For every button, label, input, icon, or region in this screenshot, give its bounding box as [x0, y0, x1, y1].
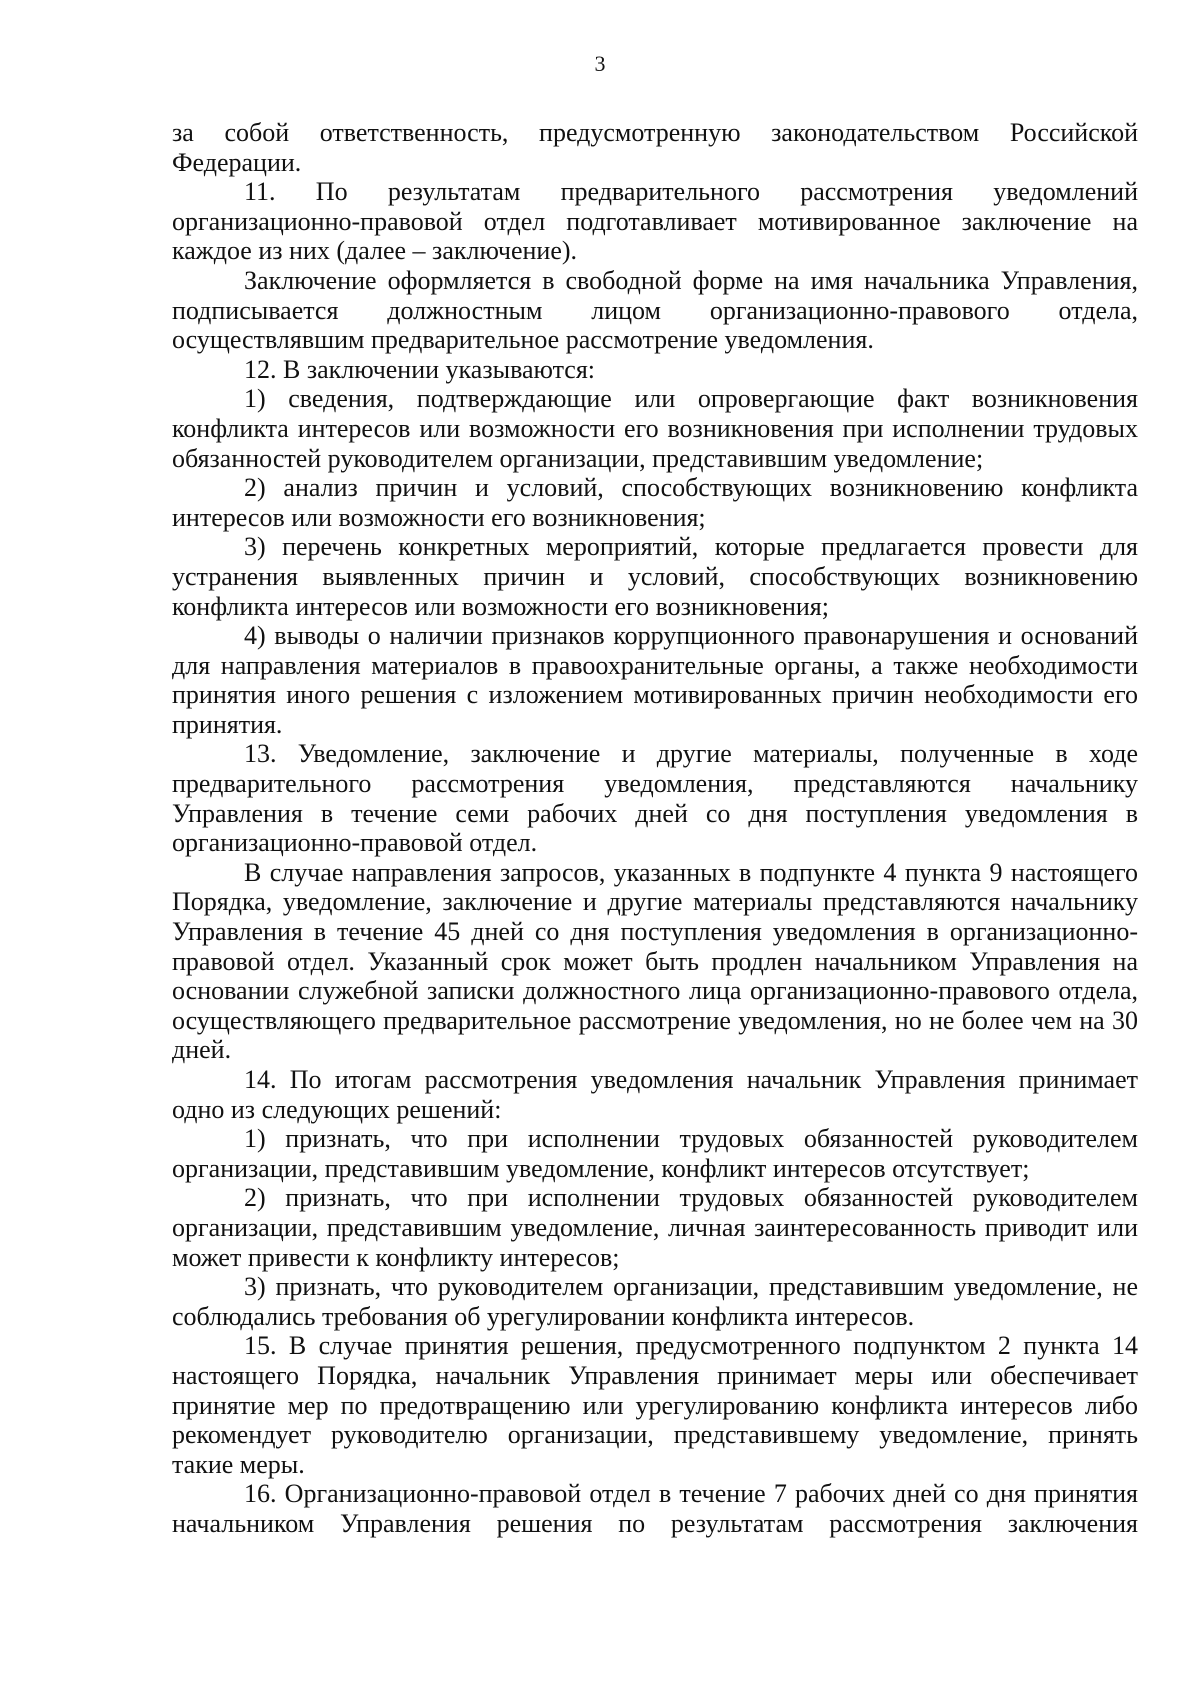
paragraph-item-11: 11. По результатам предварительного рассмотрения уведомлений организационно-правовой отдел подготавливает мотивированное заключение на каждое из них (далее – заключение).	[172, 177, 1138, 266]
paragraph-item-16: 16. Организационно-правовой отдел в течение 7 рабочих дней со дня принятия начальником Управления решения по результатам рассмотрения заключения	[172, 1479, 1138, 1538]
paragraph-item-12-4: 4) выводы о наличии признаков коррупционного правонарушения и оснований для направления материалов в правоохранительные органы, а также необходимости принятия иного решения с изложением мотивированных причин необходимости его принятия.	[172, 621, 1138, 739]
document-body	[172, 118, 1138, 1539]
page-number: 3	[594, 51, 606, 76]
paragraph-item-12-3: 3) перечень конкретных мероприятий, которые предлагается провести для устранения выявленных причин и условий, способствующих возникновению конфликта интересов или возможности его возникновения;	[172, 532, 1138, 621]
paragraph-conclusion-form: Заключение оформляется в свободной форме на имя начальника Управления, подписывается должностным лицом организационно-правового отдела, осуществлявшим предварительное рассмотрение уведомления.	[172, 265, 1138, 355]
paragraph-item-12: 12. В заключении указываются:	[244, 354, 596, 384]
paragraph-item-14: 14. По итогам рассмотрения уведомления начальник Управления принимает одно из следующих решений:	[172, 1065, 1138, 1124]
paragraph-item-13: 13. Уведомление, заключение и другие материалы, полученные в ходе предварительного рассмотрения уведомления, представляются начальнику Управления в течение семи рабочих дней со дня поступления уведомления в организационно-правовой отдел.	[172, 739, 1138, 858]
paragraph-item-12-2: 2) анализ причин и условий, способствующих возникновению конфликта интересов или возможности его возникновения;	[172, 473, 1138, 532]
paragraph-item-14-2: 2) признать, что при исполнении трудовых обязанностей руководителем организации, представившим уведомление, личная заинтересованность приводит или может привести к конфликту интересов;	[172, 1183, 1138, 1272]
paragraph-item-14-1: 1) признать, что при исполнении трудовых обязанностей руководителем организации, представившим уведомление, конфликт интересов отсутствует;	[172, 1124, 1138, 1183]
paragraph-item-14-3: 3) признать, что руководителем организации, представившим уведомление, не соблюдались требования об урегулировании конфликта интересов.	[172, 1272, 1138, 1331]
paragraph-item-12-1: 1) сведения, подтверждающие или опровергающие факт возникновения конфликта интересов или возможности его возникновения при исполнении трудовых обязанностей руководителем организации, представившим уведомление;	[172, 384, 1138, 473]
paragraph-item-15: 15. В случае принятия решения, предусмотренного подпунктом 2 пункта 14 настоящего Порядка, начальник Управления принимает меры или обеспечивает принятие мер по предотвращению или урегулированию конфликта интересов либо рекомендует руководителю организации, представившему уведомление, принять такие меры.	[172, 1331, 1138, 1479]
paragraph-1: за собой ответственность, предусмотренную законодательством Российской Федерации.	[172, 118, 1138, 177]
paragraph-requests-case: В случае направления запросов, указанных в подпункте 4 пункта 9 настоящего Порядка, уведомление, заключение и другие материалы представляются начальнику Управления в течение 45 дней со дня поступления уведомления в организационно-правовой отдел. Указанный срок может быть продлен начальником Управления на основании служебной записки должностного лица организационно-правового отдела, осуществляющего предварительное рассмотрение уведомления, но не более чем на 30 дней.	[172, 857, 1138, 1065]
